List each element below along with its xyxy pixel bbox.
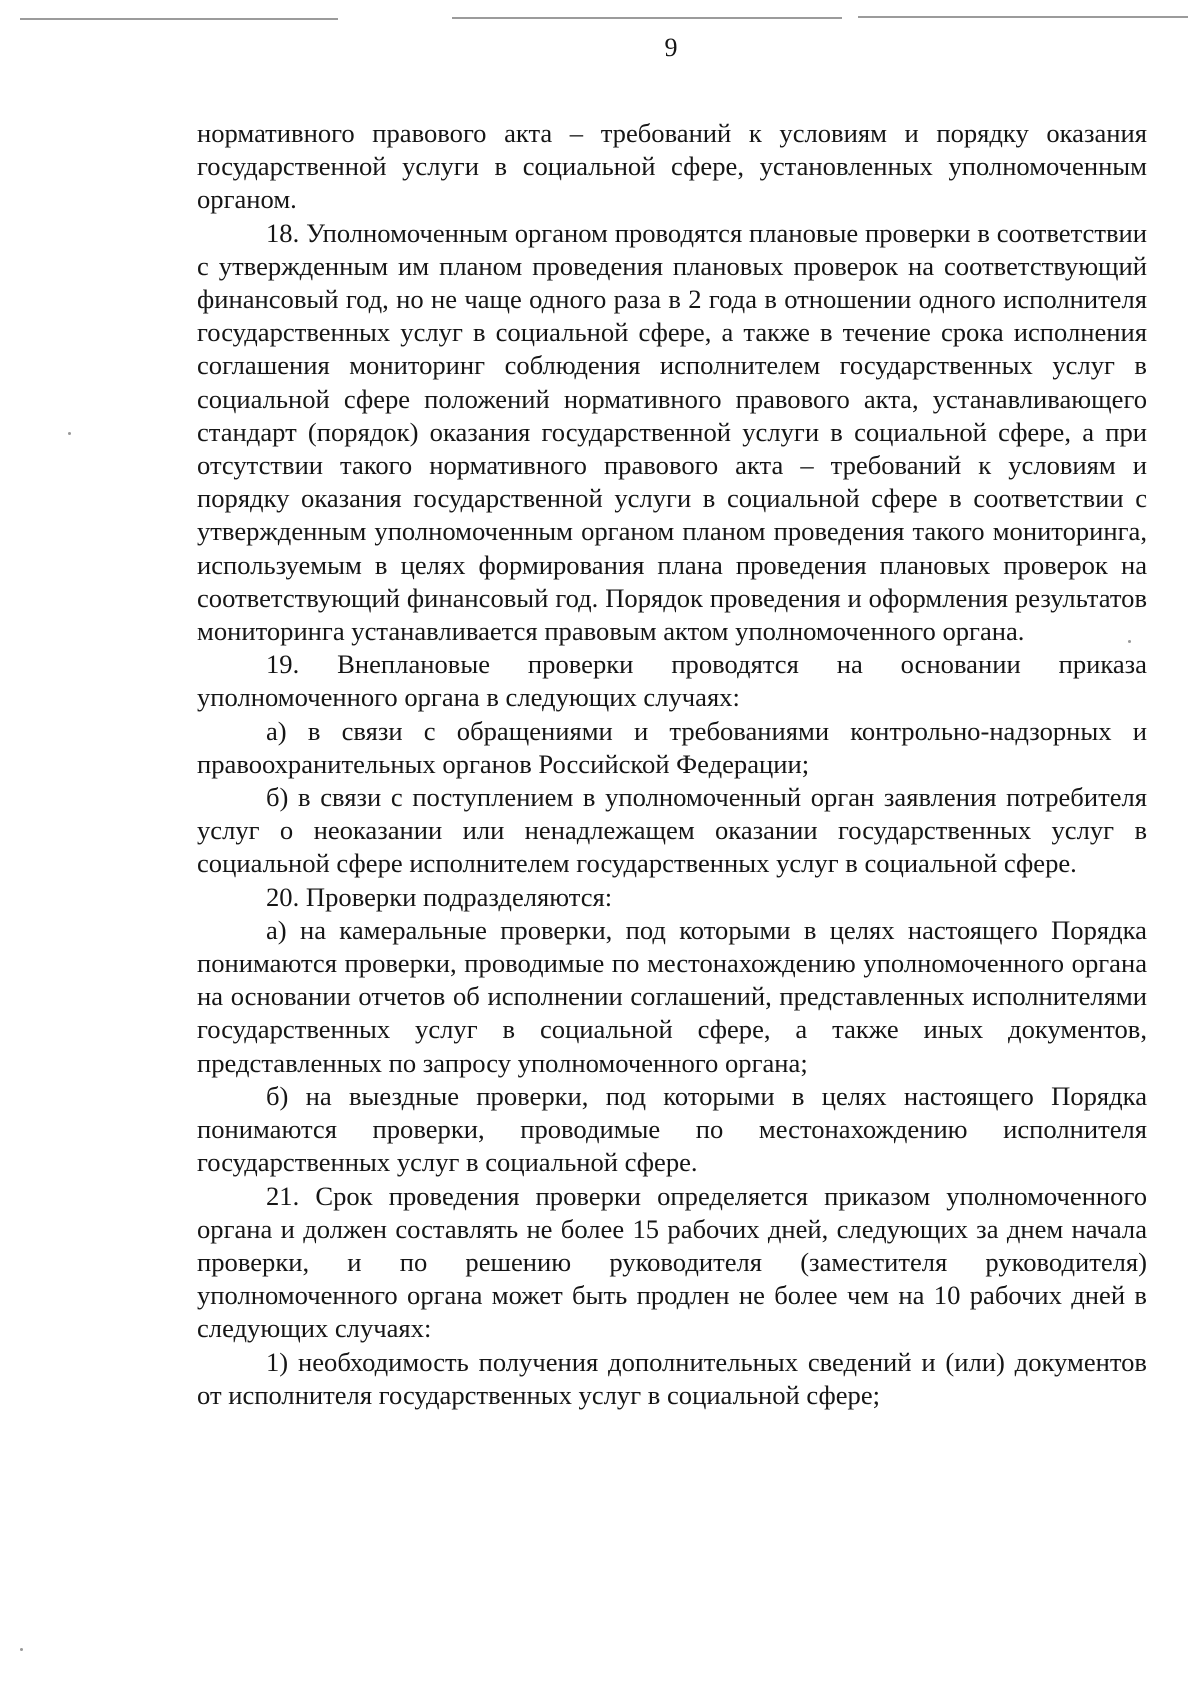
paragraph: 19. Внеплановые проверки проводятся на основании приказа уполномоченного органа в следующих случаях: (197, 649, 1147, 713)
paragraph: а) на камеральные проверки, под которыми в целях настоящего Порядка понимаются проверки, проводимые по местонахождению уполномоченного органа на основании отчетов об исполнении соглашений, представленных исполнителями государственных услуг в социальной сфере, а также иных документов, представленных по запросу уполномоченного органа; (197, 914, 1147, 1078)
scan-speck (1128, 640, 1131, 643)
paragraph: нормативного правового акта – требований к условиям и порядку оказания государственной услуги в социальной сфере, установленных уполномоченным органом. (197, 118, 1147, 215)
paragraph: 20. Проверки подразделяются: (266, 881, 613, 912)
page-number: 9 (664, 33, 678, 62)
scan-speck (68, 432, 71, 435)
paragraph: б) в связи с поступлением в уполномоченный орган заявления потребителя услуг о неоказании или ненадлежащем оказании государственных услуг в социальной сфере исполнителем государственных услуг в социальной сфере. (197, 782, 1147, 879)
paragraph: 1) необходимость получения дополнительных сведений и (или) документов от исполнителя государственных услуг в социальной сфере; (197, 1346, 1147, 1410)
paragraph: 21. Срок проведения проверки определяется приказом уполномоченного органа и должен составлять не более 15 рабочих дней, следующих за днем начала проверки, и по решению руководителя (заместителя руководителя) уполномоченного органа может быть продлен не более чем на 10 рабочих дней в следующих случаях: (197, 1180, 1147, 1344)
paragraph: а) в связи с обращениями и требованиями контрольно-надзорных и правоохранительных органов Российской Федерации; (197, 715, 1147, 779)
paragraph: б) на выездные проверки, под которыми в целях настоящего Порядка понимаются проверки, проводимые по местонахождению исполнителя государственных услуг в социальной сфере. (197, 1080, 1147, 1178)
document-body (197, 117, 1147, 1412)
paragraph: 18. Уполномоченным органом проводятся плановые проверки в соответствии с утвержденным им планом проведения плановых проверок на соответствующий финансовый год, но не чаще одного раза в 2 года в отношении одного исполнителя государственных услуг в социальной сфере, а также в течение срока исполнения соглашения мониторинг соблюдения исполнителем государственных услуг в социальной сфере положений нормативного правового акта, устанавливающего стандарт (порядок) оказания государственной услуги в социальной сфере, а при отсутствии такого нормативного правового акта – требований к условиям и порядку оказания государственной услуги в социальной сфере в соответствии с утвержденным уполномоченным органом планом проведения такого мониторинга, используемым в целях формирования плана проведения плановых проверок на соответствующий финансовый год. Порядок проведения и оформления результатов мониторинга устанавливается правовым актом уполномоченного органа. (197, 217, 1147, 647)
scan-speck (20, 1648, 23, 1651)
scan-top-edge (0, 16, 1200, 22)
